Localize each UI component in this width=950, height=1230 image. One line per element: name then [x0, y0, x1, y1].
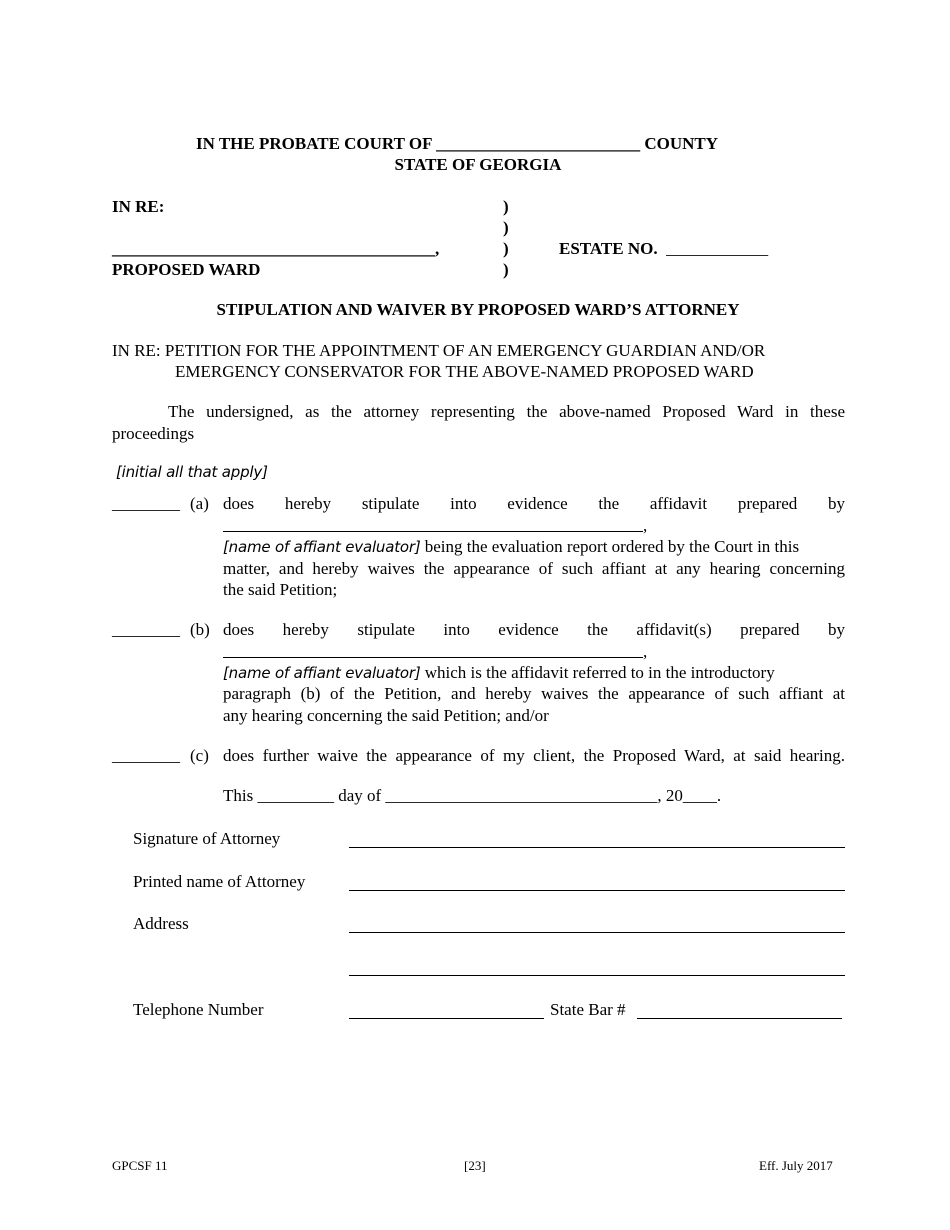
footer-page-number: [23]: [464, 1158, 486, 1173]
item-b-line-2: [223, 663, 775, 683]
item-c-initial-blank[interactable]: ________: [112, 746, 180, 765]
signature-line[interactable]: [349, 847, 845, 848]
petition-re-line-1: IN RE: PETITION FOR THE APPOINTMENT OF AN EMERGENCY GUARDIAN AND/OR: [112, 341, 766, 360]
printed-name-line[interactable]: [349, 890, 845, 891]
in-re-label: IN RE:: [112, 197, 165, 216]
court-prefix: IN THE PROBATE COURT OF: [196, 134, 432, 153]
estate-number: [559, 239, 768, 259]
signature-label: Signature of Attorney: [133, 829, 281, 848]
item-a-hint: [name of affiant evaluator]: [223, 538, 421, 556]
item-a-line-1: does hereby stipulate into evidence the affidavit prepared by: [223, 494, 845, 513]
telephone-label: Telephone Number: [133, 1000, 264, 1019]
item-a-line-2: [223, 537, 799, 557]
item-a-line-3: matter, and hereby waives the appearance of such affiant at any hearing concerning: [223, 559, 845, 578]
item-b-line-4: any hearing concerning the said Petition; and/or: [223, 706, 549, 725]
estate-label: ESTATE NO.: [559, 239, 658, 258]
item-c-label: (c): [190, 746, 209, 765]
item-a-affiant-line[interactable]: [223, 531, 643, 532]
court-heading: [196, 134, 718, 154]
item-b-initial-blank[interactable]: ________: [112, 620, 180, 639]
item-a-label: (a): [190, 494, 209, 513]
state-bar-line[interactable]: [637, 1018, 842, 1019]
item-a-line-4: the said Petition;: [223, 580, 338, 599]
county-suffix: COUNTY: [644, 134, 719, 153]
item-b-line-3: paragraph (b) of the Petition, and hereby waives the appearance of such affiant at: [223, 684, 845, 703]
estate-blank[interactable]: ____________: [666, 239, 769, 258]
date-line[interactable]: This _________ day of ________________________________, 20____.: [223, 786, 722, 805]
item-b-label: (b): [190, 620, 210, 639]
intro-line-2: proceedings: [112, 424, 195, 443]
item-b-affiant-line[interactable]: [223, 657, 643, 658]
caption-paren: ): [503, 239, 509, 258]
printed-name-label: Printed name of Attorney: [133, 872, 306, 891]
petition-re-line-2: EMERGENCY CONSERVATOR FOR THE ABOVE-NAMED PROPOSED WARD: [175, 362, 754, 381]
document-title: STIPULATION AND WAIVER BY PROPOSED WARD’S ATTORNEY: [216, 300, 740, 319]
proposed-ward-label: PROPOSED WARD: [112, 260, 261, 279]
ward-name-blank[interactable]: ______________________________________,: [112, 239, 440, 258]
address-line-2[interactable]: [349, 975, 845, 976]
telephone-line[interactable]: [349, 1018, 544, 1019]
item-a-initial-blank[interactable]: ________: [112, 494, 180, 513]
item-b-line-1: does hereby stipulate into evidence the affidavit(s) prepared by: [223, 620, 845, 639]
intro-line-1: The undersigned, as the attorney representing the above-named Proposed Ward in these: [168, 402, 845, 421]
county-blank[interactable]: ________________________: [436, 134, 641, 153]
item-a-line-2-rest: being the evaluation report ordered by the Court in this: [420, 537, 800, 556]
caption-paren: ): [503, 218, 509, 237]
item-c-line-1: does further waive the appearance of my client, the Proposed Ward, at said hearing.: [223, 746, 845, 765]
caption-paren: ): [503, 260, 509, 279]
address-label: Address: [133, 914, 189, 933]
state-heading: STATE OF GEORGIA: [394, 155, 562, 174]
item-b-line-2-rest: which is the affidavit referred to in the introductory: [420, 663, 775, 682]
footer-form-id: GPCSF 11: [112, 1158, 168, 1173]
caption-paren: ): [503, 197, 509, 216]
item-a-comma: ,: [643, 516, 648, 535]
address-line-1[interactable]: [349, 932, 845, 933]
initial-note: [initial all that apply]: [116, 463, 268, 481]
item-b-comma: ,: [643, 642, 648, 661]
state-bar-label: State Bar #: [550, 1000, 626, 1019]
footer-effective-date: Eff. July 2017: [759, 1158, 833, 1173]
item-b-hint: [name of affiant evaluator]: [223, 664, 421, 682]
